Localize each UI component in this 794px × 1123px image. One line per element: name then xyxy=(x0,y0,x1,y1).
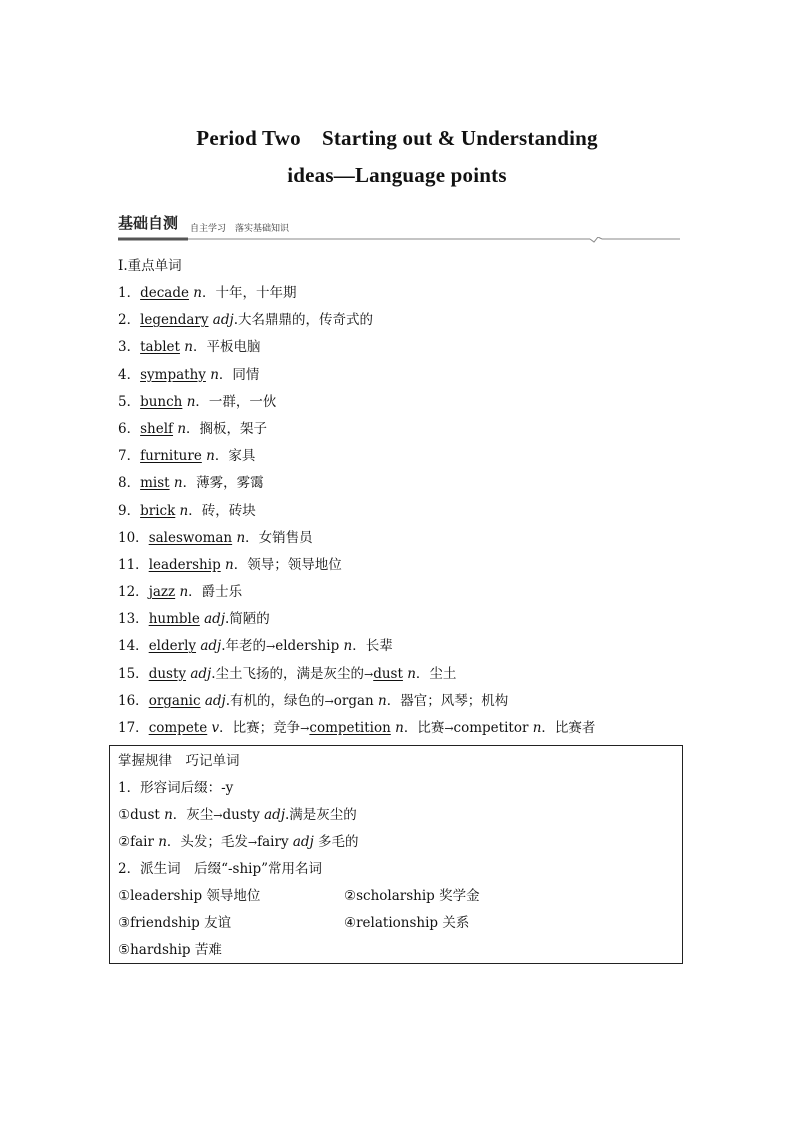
vocab-number: 3． xyxy=(118,339,141,356)
arrow-icon: → xyxy=(444,722,454,735)
part-of-speech: n xyxy=(177,420,187,437)
rule-2: 2．派生词 后缀“-ship”常用名词 xyxy=(118,861,323,877)
rule-1: 1．形容词后缀：-y xyxy=(118,780,234,796)
vocab-definition: .大名鼎鼎的，传奇式的 xyxy=(233,312,373,329)
derived-word: organ xyxy=(333,692,374,709)
vocab-list xyxy=(118,257,595,746)
page-title-line1: Period Two Starting out & Understanding xyxy=(196,126,598,150)
memory-tips-box xyxy=(109,745,683,964)
part-of-speech: adj xyxy=(204,611,226,628)
example-2: ②fair n．头发；毛发→fairy adj 多毛的 xyxy=(118,834,359,850)
ship-item: ②scholarship 奖学金 xyxy=(344,888,480,904)
section-divider xyxy=(118,237,680,243)
vocab-item xyxy=(118,610,595,637)
vocab-number: 10． xyxy=(118,529,149,546)
vocab-item xyxy=(118,529,595,556)
part-of-speech: n xyxy=(225,556,234,573)
vocab-definition: ．十年，十年期 xyxy=(201,285,297,301)
part-of-speech: n xyxy=(532,720,542,736)
arrow-icon: → xyxy=(266,640,276,654)
derived-definition: ．长辈 xyxy=(352,638,393,655)
vocab-number: 2． xyxy=(118,312,141,329)
part-of-speech: n xyxy=(378,692,387,709)
part-of-speech: n xyxy=(173,475,183,492)
part-of-speech: n xyxy=(395,720,404,736)
vocab-word: decade xyxy=(140,285,189,301)
part-of-speech: n xyxy=(210,366,219,383)
part-of-speech: n xyxy=(193,285,202,301)
ship-item: ④relationship 关系 xyxy=(344,915,470,931)
arrow-icon: → xyxy=(300,722,310,735)
part-of-speech: v xyxy=(211,720,220,736)
vocab-word: mist xyxy=(140,475,170,492)
vocab-number: 16． xyxy=(118,692,149,709)
vocab-word: legendary xyxy=(140,312,209,329)
vocab-word: furniture xyxy=(140,448,202,465)
derived-word: dust xyxy=(373,665,403,682)
ship-item: ⑤hardship 苦难 xyxy=(118,942,222,958)
part-of-speech: n xyxy=(236,529,246,546)
ship-item: ①leadership 领导地位 xyxy=(118,888,261,904)
derived-word: competition xyxy=(309,720,391,736)
vocab-number: 5． xyxy=(118,393,141,410)
vocab-word: brick xyxy=(140,502,176,519)
section-header xyxy=(118,212,680,240)
section-tag: 基础自测 xyxy=(118,214,179,232)
vocab-word: sympathy xyxy=(140,366,206,383)
part-of-speech: adj xyxy=(204,692,226,709)
part-of-speech: adj xyxy=(190,665,212,682)
page-title-line2: ideas—Language points xyxy=(287,163,507,187)
part-of-speech: n xyxy=(179,584,189,601)
vocab-definition: ．领导；领导地位 xyxy=(233,556,342,573)
part-of-speech: adj xyxy=(200,638,222,655)
vocab-number: 15． xyxy=(118,665,149,682)
vocab-number: 17． xyxy=(118,720,149,736)
vocab-definition: ．家具 xyxy=(214,448,256,465)
vocab-number: 13． xyxy=(118,611,149,628)
vocab-word: compete xyxy=(148,720,208,736)
vocab-item xyxy=(118,366,595,393)
vocab-word: leadership xyxy=(148,556,221,573)
vocab-item xyxy=(118,420,595,447)
arrow-icon: → xyxy=(324,694,334,708)
vocab-word: dusty xyxy=(148,665,187,682)
vocab-number: 6． xyxy=(118,420,141,437)
vocab-number: 12． xyxy=(118,584,149,601)
vocab-number: 8． xyxy=(118,475,141,492)
vocab-definition: ．比赛；竞争 xyxy=(219,720,301,736)
vocab-item xyxy=(118,284,595,311)
vocab-item xyxy=(118,583,595,610)
vocab-item xyxy=(118,393,595,420)
vocab-item xyxy=(118,665,595,692)
vocab-heading: Ⅰ.重点单词 xyxy=(118,258,182,274)
vocab-word: shelf xyxy=(140,420,174,437)
section-subtitle: 自主学习 落实基础知识 xyxy=(190,224,290,234)
example-1: ①dust n．灰尘→dusty adj.满是灰尘的 xyxy=(118,807,357,823)
vocab-definition: ．爵士乐 xyxy=(188,584,243,601)
vocab-number: 1． xyxy=(118,285,141,301)
derived-word: eldership xyxy=(275,638,340,655)
vocab-definition: .有机的，绿色的 xyxy=(225,692,325,709)
vocab-definition: ．女销售员 xyxy=(245,529,313,546)
vocab-number: 9． xyxy=(118,502,141,519)
vocab-item xyxy=(118,447,595,474)
vocab-definition: ．一群，一伙 xyxy=(195,393,277,410)
vocab-definition: .简陋的 xyxy=(225,611,270,628)
vocab-item xyxy=(118,556,595,583)
vocab-word: jazz xyxy=(148,584,176,601)
vocab-word: bunch xyxy=(140,393,183,410)
vocab-word: organic xyxy=(148,692,201,709)
derived-definition: ．比赛者 xyxy=(541,720,596,736)
arrow-icon: → xyxy=(364,667,374,681)
derived-word: competitor xyxy=(453,720,529,736)
vocab-item xyxy=(118,637,595,664)
vocab-definition: .年老的 xyxy=(221,638,267,655)
vocab-number: 14． xyxy=(118,638,149,655)
vocab-definition: ．同情 xyxy=(218,366,260,383)
vocab-definition: ．薄雾，雾霭 xyxy=(182,475,264,492)
vocab-definition: .尘土飞扬的，满是灰尘的 xyxy=(211,665,364,682)
derived-definition: ．尘土 xyxy=(415,665,457,682)
vocab-item xyxy=(118,311,595,338)
vocab-definition: ．平板电脑 xyxy=(192,339,261,356)
part-of-speech: n xyxy=(186,393,196,410)
vocab-number: 11． xyxy=(118,556,149,573)
vocab-word: humble xyxy=(148,611,200,628)
ship-item: ③friendship 友谊 xyxy=(118,915,232,931)
vocab-word: elderly xyxy=(148,638,197,655)
part-of-speech: n xyxy=(184,339,193,356)
vocab-definition: ．搁板，架子 xyxy=(186,420,268,437)
part-of-speech: n xyxy=(179,502,189,519)
vocab-item xyxy=(118,719,595,746)
vocab-item xyxy=(118,474,595,501)
vocab-definition: ．砖，砖块 xyxy=(188,502,256,519)
vocab-word: tablet xyxy=(140,339,180,356)
part-of-speech: n xyxy=(343,638,353,655)
vocab-number: 4． xyxy=(118,366,141,383)
part-of-speech: n xyxy=(407,665,416,682)
vocab-item xyxy=(118,692,595,719)
part-of-speech: adj xyxy=(212,312,234,329)
derived-definition: ．器官；风琴；机构 xyxy=(386,692,509,709)
vocab-number: 7． xyxy=(118,448,141,465)
vocab-item xyxy=(118,502,595,529)
vocab-item xyxy=(118,338,595,365)
part-of-speech: n xyxy=(206,448,215,465)
vocab-word: saleswoman xyxy=(148,529,233,546)
box-title: 掌握规律 巧记单词 xyxy=(118,753,240,769)
derived-definition: ．比赛 xyxy=(403,720,445,736)
